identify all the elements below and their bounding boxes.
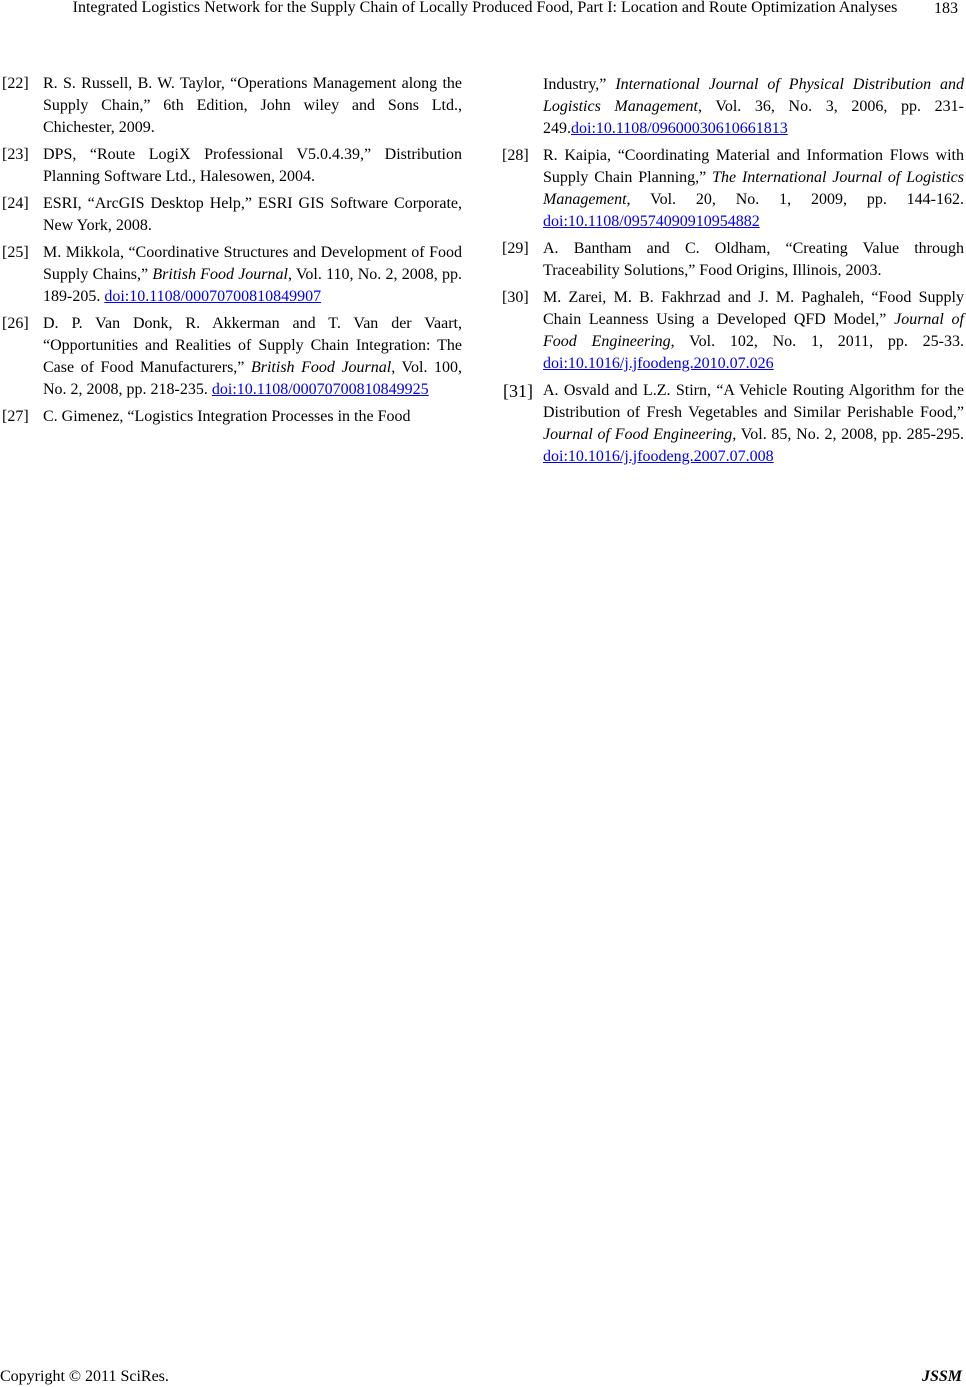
reference-number: [23] bbox=[2, 146, 29, 163]
journal-title: British Food Journal bbox=[250, 359, 392, 376]
reference-entry bbox=[500, 145, 964, 233]
reference-text: , Vol. 20, No. 1, 2009, pp. 144-162. bbox=[626, 191, 964, 208]
reference-text: , Vol. 110, No. 2, 2008, pp. 189-205. bbox=[43, 266, 463, 305]
reference-text: ESRI, “ArcGIS Desktop Help,” ESRI GIS Software Corporate, New York, 2008. bbox=[43, 195, 462, 234]
doi-link[interactable]: doi:10.1108/00070700810849925 bbox=[211, 381, 429, 398]
reference-entry bbox=[0, 242, 462, 308]
reference-entry bbox=[0, 313, 462, 401]
reference-continuation bbox=[500, 74, 964, 140]
reference-text: DPS, “Route LogiX Professional V5.0.4.39,” Distribution Planning Software Ltd., Halesowen, 2004. bbox=[43, 146, 462, 185]
reference-text: R. S. Russell, B. W. Taylor, “Operations Management along the Supply Chain,” 6th Edition, John wiley and Sons Ltd., Chichester, 2009. bbox=[43, 75, 462, 136]
footer-journal: JSSM bbox=[921, 1368, 962, 1385]
reference-text: , Vol. 102, No. 1, 2011, pp. 25-33. bbox=[670, 333, 964, 350]
reference-text: R. Kaipia, “Coordinating Material and Information Flows with Supply Chain Planning,” bbox=[543, 147, 964, 186]
reference-entry bbox=[0, 193, 462, 237]
doi-link[interactable]: doi:10.1108/00070700810849907 bbox=[104, 288, 322, 305]
reference-number: [22] bbox=[2, 75, 29, 92]
reference-entry bbox=[0, 144, 462, 188]
reference-number: [28] bbox=[502, 147, 529, 164]
reference-number: [24] bbox=[2, 195, 29, 212]
reference-entry bbox=[500, 287, 964, 375]
page-number: 183 bbox=[934, 0, 958, 17]
reference-number: [31] bbox=[503, 381, 533, 401]
references-right-column bbox=[500, 74, 964, 473]
reference-number: [26] bbox=[2, 315, 29, 332]
reference-text: , Vol. 100, No. 2, 2008, pp. 218-235. bbox=[43, 359, 463, 398]
reference-entry bbox=[500, 380, 964, 468]
reference-text: Industry,” bbox=[543, 76, 616, 93]
references-left-column bbox=[0, 73, 462, 433]
reference-number: [25] bbox=[2, 244, 29, 261]
reference-text: D. P. Van Donk, R. Akkerman and T. Van der Vaart, “Opportunities and Realities of Supply Chain Integration: The Case of Food Manufacturers,” bbox=[43, 315, 462, 376]
journal-title: Journal of Food Engineering, bbox=[543, 426, 737, 443]
reference-text: M. Zarei, M. B. Fakhrzad and J. M. Paghaleh, “Food Supply Chain Leanness Using a Developed QFD Model,” bbox=[543, 289, 964, 328]
doi-link[interactable]: doi:10.1016/j.jfoodeng.2007.07.008 bbox=[543, 448, 774, 465]
reference-text: A. Bantham and C. Oldham, “Creating Value through Traceability Solutions,” Food Origins, Illinois, 2003. bbox=[543, 240, 964, 279]
journal-title: Journal of Food Engineering bbox=[543, 311, 965, 350]
footer-copyright: Copyright © 2011 SciRes. bbox=[0, 1368, 169, 1385]
reference-entry bbox=[500, 238, 964, 282]
reference-text: A. Osvald and L.Z. Stirn, “A Vehicle Routing Algorithm for the Distribution of Fresh Vegetables and Similar Perishable Food,” bbox=[543, 382, 964, 421]
journal-title: British Food Journal bbox=[152, 266, 288, 283]
reference-text: C. Gimenez, “Logistics Integration Processes in the Food bbox=[43, 408, 411, 425]
reference-text: Vol. 85, No. 2, 2008, pp. 285-295. bbox=[736, 426, 965, 443]
reference-entry bbox=[0, 73, 462, 139]
journal-title: International Journal of Physical Distribution and Logistics Management bbox=[543, 76, 964, 115]
reference-number: [29] bbox=[502, 240, 529, 257]
reference-entry bbox=[0, 406, 462, 428]
doi-link[interactable]: doi:10.1108/09574090910954882 bbox=[543, 213, 760, 230]
journal-title: The International Journal of Logistics Management bbox=[543, 169, 964, 208]
reference-text: , Vol. 36, No. 3, 2006, pp. 231-249. bbox=[543, 98, 964, 137]
reference-number: [27] bbox=[2, 408, 29, 425]
reference-number: [30] bbox=[502, 289, 529, 306]
reference-text: M. Mikkola, “Coordinative Structures and Development of Food Supply Chains,” bbox=[43, 244, 462, 283]
doi-link[interactable]: doi:10.1108/09600030610661813 bbox=[571, 120, 788, 137]
running-header-title: Integrated Logistics Network for the Supply Chain of Locally Produced Food, Part I: Location and Route Optimization Analyses bbox=[72, 0, 898, 16]
doi-link[interactable]: doi:10.1016/j.jfoodeng.2010.07.026 bbox=[543, 355, 774, 372]
